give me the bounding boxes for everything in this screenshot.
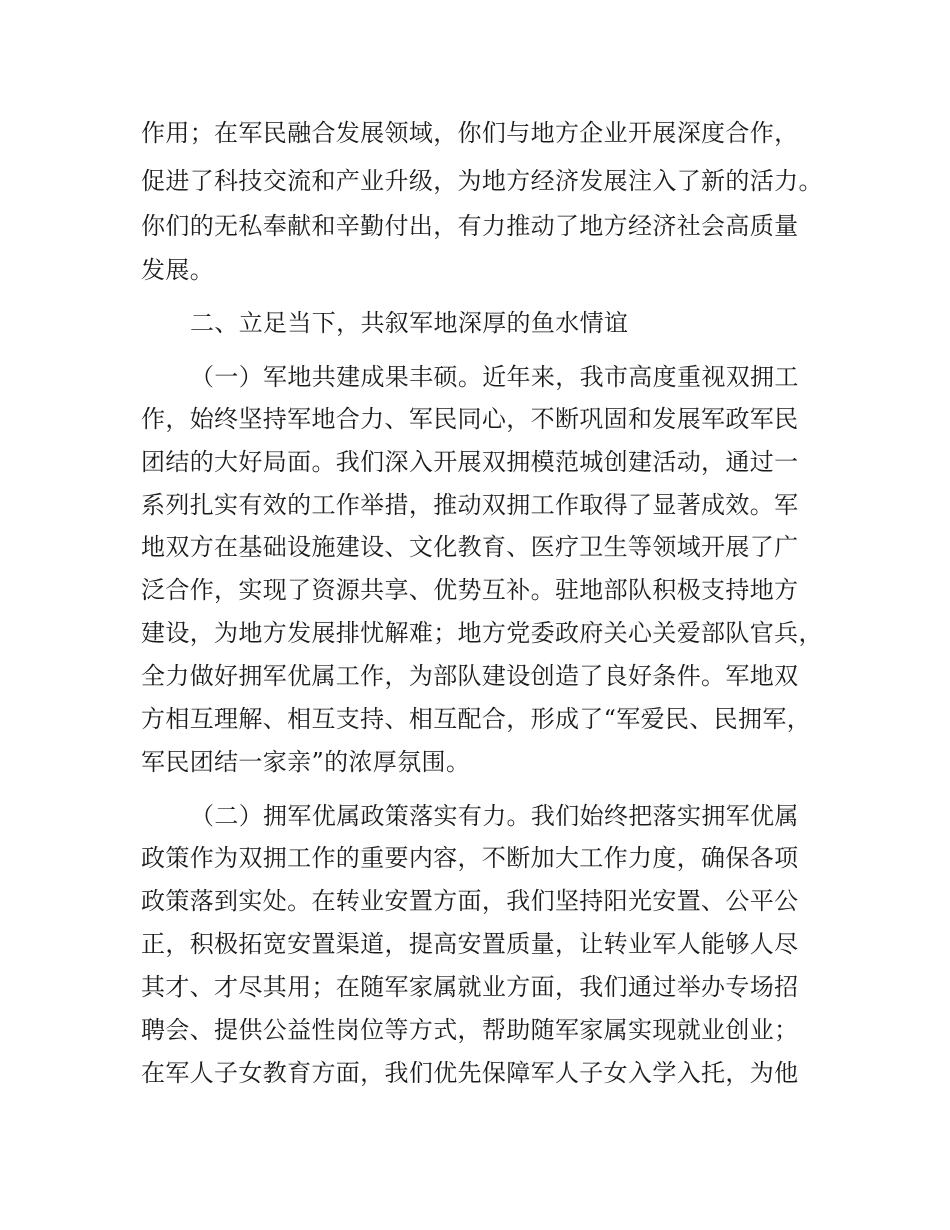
text-line: 方相互理解、相互支持、相互配合，形成了“军爱民、民拥军，	[141, 705, 812, 733]
text-line: 泛合作，实现了资源共享、优势互补。驻地部队积极支持地方	[141, 576, 799, 604]
text-line: 地双方在基础设施建设、文化教育、医疗卫生等领域开展了广	[141, 533, 799, 561]
text-line: 你们的无私奉献和辛勤付出，有力推动了地方经济社会高质量	[141, 212, 799, 240]
text-line: 其才、才尽其用；在随军家属就业方面，我们通过举办专场招	[141, 973, 799, 1001]
text-line: 发展。	[141, 256, 215, 284]
text-line: 政策落到实处。在转业安置方面，我们坚持阳光安置、公平公	[141, 887, 799, 915]
text-line: 在军人子女教育方面，我们优先保障军人子女入学入托，为他	[141, 1059, 799, 1087]
text-line: 全力做好拥军优属工作，为部队建设创造了良好条件。军地双	[141, 662, 799, 690]
text-line: 团结的大好局面。我们深入开展双拥模范城创建活动，通过一	[141, 448, 799, 476]
text-line: 建设，为地方发展排忧解难；地方党委政府关心关爱部队官兵，	[141, 619, 823, 647]
text-line: 军民团结一家亲”的浓厚氛围。	[141, 748, 471, 776]
paragraph-start: （一）军地共建成果丰硕。近年来，我市高度重视双拥工	[190, 363, 799, 391]
text-line: 政策作为双拥工作的重要内容，不断加大工作力度，确保各项	[141, 844, 799, 872]
text-line: 正，积极拓宽安置渠道，提高安置质量，让转业军人能够人尽	[141, 930, 799, 958]
text-line: 作用；在军民融合发展领域，你们与地方企业开展深度合作，	[141, 119, 799, 147]
section-heading: 二、立足当下，共叙军地深厚的鱼水情谊	[190, 309, 629, 337]
text-line: 系列扎实有效的工作举措，推动双拥工作取得了显著成效。军	[141, 491, 799, 519]
paragraph-start: （二）拥军优属政策落实有力。我们始终把落实拥军优属	[190, 802, 799, 830]
text-line: 促进了科技交流和产业升级，为地方经济发展注入了新的活力。	[141, 167, 823, 195]
text-line: 聘会、提供公益性岗位等方式，帮助随军家属实现就业创业；	[141, 1016, 799, 1044]
text-line: 作，始终坚持军地合力、军民同心，不断巩固和发展军政军民	[141, 405, 799, 433]
